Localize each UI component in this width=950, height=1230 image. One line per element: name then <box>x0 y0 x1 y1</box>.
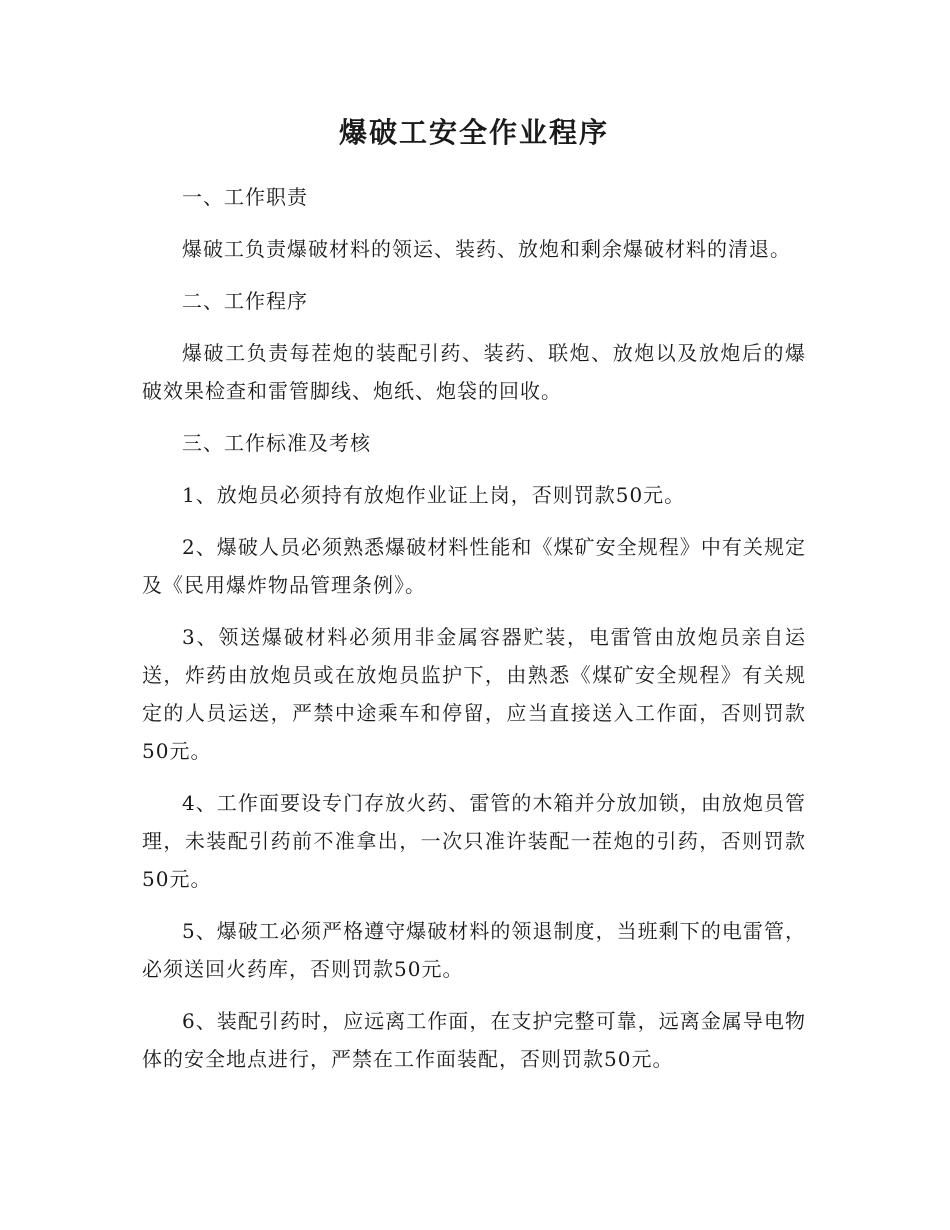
standard-item-4: 4、工作面要设专门存放火药、雷管的木箱并分放加锁，由放炮员管理，未装配引药前不准拿出，一次只准许装配一茬炮的引药，否则罚款50元。 <box>142 791 806 891</box>
paragraph-procedure: 爆破工负责每茬炮的装配引药、装药、联炮、放炮以及放炮后的爆破效果检查和雷管脚线、炮纸、炮袋的回收。 <box>142 341 806 403</box>
document-page <box>142 110 806 1092</box>
standard-item-3: 3、领送爆破材料必须用非金属容器贮装，电雷管由放炮员亲自运送，炸药由放炮员或在放炮员监护下，由熟悉《煤矿安全规程》有关规定的人员运送，严禁中途乘车和停留，应当直接送入工作面，否则罚款50元。 <box>142 625 806 763</box>
section-heading-procedure: 二、工作程序 <box>182 289 308 313</box>
paragraph-duties: 爆破工负责爆破材料的领运、装药、放炮和剩余爆破材料的清退。 <box>182 237 791 261</box>
section-heading-standards: 三、工作标准及考核 <box>182 431 371 455</box>
document-title: 爆破工安全作业程序 <box>338 116 609 149</box>
standard-item-2: 2、爆破人员必须熟悉爆破材料性能和《煤矿安全规程》中有关规定及《民用爆炸物品管理条例》。 <box>142 535 806 597</box>
section-heading-duties: 一、工作职责 <box>182 185 308 209</box>
standard-item-1: 1、放炮员必须持有放炮作业证上岗，否则罚款50元。 <box>182 483 686 507</box>
standard-item-6: 6、装配引药时，应远离工作面，在支护完整可靠，远离金属导电物体的安全地点进行，严禁在工作面装配，否则罚款50元。 <box>142 1009 806 1071</box>
standard-item-5: 5、爆破工必须严格遵守爆破材料的领退制度，当班剩下的电雷管，必须送回火药库，否则罚款50元。 <box>142 919 806 981</box>
